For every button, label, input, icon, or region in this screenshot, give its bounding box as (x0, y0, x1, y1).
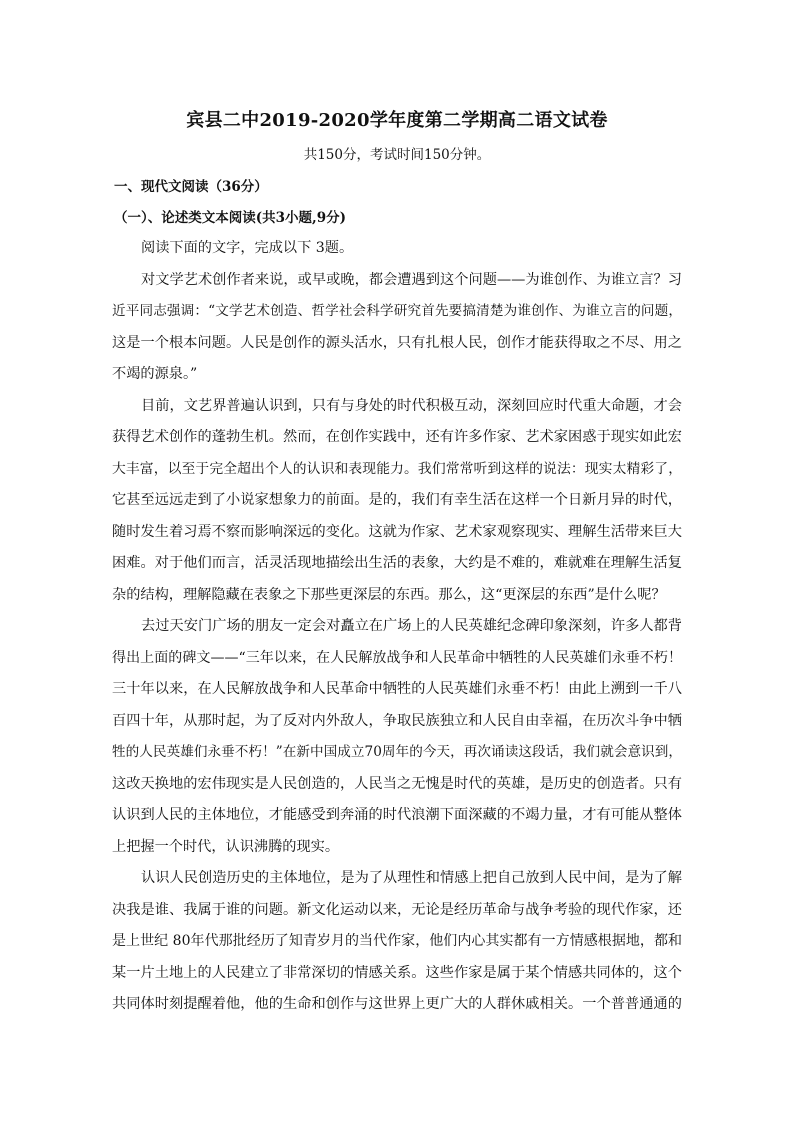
text-line: 百四十年，从那时起，为了反对内外敌人，争取民族独立和人民自由幸福，在历次斗争中牺 (112, 712, 682, 729)
text-line: 认识人民创造历史的主体地位，是为了从理性和情感上把自己放到人民中间，是为了解 (141, 870, 682, 886)
text-line: 杂的结构，理解隐藏在表象之下那些更深层的东西。那么，这“更深层的东西”是什么呢？ (112, 586, 666, 603)
section-heading: 一、现代文阅读（36分） (114, 179, 268, 195)
text-line: 不竭的源泉。” (112, 366, 198, 382)
subsection-heading: （一）、论述类文本阅读(共3小题,9分) (114, 210, 347, 226)
text-line: 某一片土地上的人民建立了非常深切的情感关系。这些作家是属于某个情感共同体的，这个 (112, 964, 682, 981)
instruction-line: 阅读下面的文字，完成以下 3题。 (141, 240, 354, 256)
text-line: 获得艺术创作的蓬勃生机。然而，在创作实践中，还有许多作家、艺术家困惑于现实如此宏 (112, 429, 682, 445)
text-line: 近平同志强调：“文学艺术创造、哲学社会科学研究首先要搞清楚为谁创作、为谁立言的问题， (112, 303, 682, 319)
text-line: 牲的人民英雄们永垂不朽！”在新中国成立70周年的今天，再次诵读这段话，我们就会意识到， (112, 744, 682, 760)
text-line: 三十年以来，在人民解放战争和人民革命中牺牲的人民英雄们永垂不朽！由此上溯到一千八 (112, 681, 682, 697)
text-line: 困难。对于他们而言，活灵活现地描绘出生活的表象，大约是不难的，难就难在理解生活复 (112, 555, 682, 571)
text-line: 目前，文艺界普遍认识到，只有与身处的时代积极互动，深刻回应时代重大命题，才会 (141, 397, 682, 414)
text-line: 上把握一个时代，认识沸腾的现实。 (112, 838, 340, 855)
text-line: 对文学艺术创作者来说，或早或晚，都会遭遇到这个问题——为谁创作、为谁立言？习 (141, 271, 682, 288)
text-line: 去过天安门广场的朋友一定会对矗立在广场上的人民英雄纪念碑印象深刻，许多人都背 (141, 618, 682, 634)
text-line: 这是一个根本问题。人民是创作的源头活水，只有扎根人民，创作才能获得取之不尽、用之 (112, 334, 682, 351)
text-line: 认识到人民的主体地位，才能感受到奔涌的时代浪潮下面深藏的不竭力量，才有可能从整体 (112, 807, 682, 823)
passage-body (112, 233, 682, 1021)
text-line: 是上世纪 80年代那批经历了知青岁月的当代作家，他们内心其实都有一方情感根据地，都和 (112, 933, 682, 949)
text-line: 大丰富，以至于完全超出个人的认识和表现能力。我们常常听到这样的说法：现实太精彩了， (112, 460, 682, 477)
text-line: 随时发生着习焉不察而影响深远的变化。这就为作家、艺术家观察现实、理解生活带来巨大 (112, 523, 682, 540)
text-line: 共同体时刻提醒着他，他的生命和创作与这世界上更广大的人群休戚相关。一个普普通通的 (112, 996, 682, 1012)
text-line: 这改天换地的宏伟现实是人民创造的，人民当之无愧是时代的英雄，是历史的创造者。只有 (112, 775, 682, 792)
text-line: 它甚至远远走到了小说家想象力的前面。是的，我们有幸生活在这样一个日新月异的时代， (112, 492, 682, 508)
text-line: 决我是谁、我属于谁的问题。新文化运动以来，无论是经历革命与战争考验的现代作家，还 (112, 901, 682, 918)
text-line: 得出上面的碑文——“三年以来，在人民解放战争和人民革命中牺牲的人民英雄们永垂不朽！ (112, 649, 682, 666)
exam-info: 共150分，考试时间150分钟。 (303, 147, 491, 163)
page-title: 宾县二中2019-2020学年度第二学期高二语文试卷 (186, 110, 608, 131)
